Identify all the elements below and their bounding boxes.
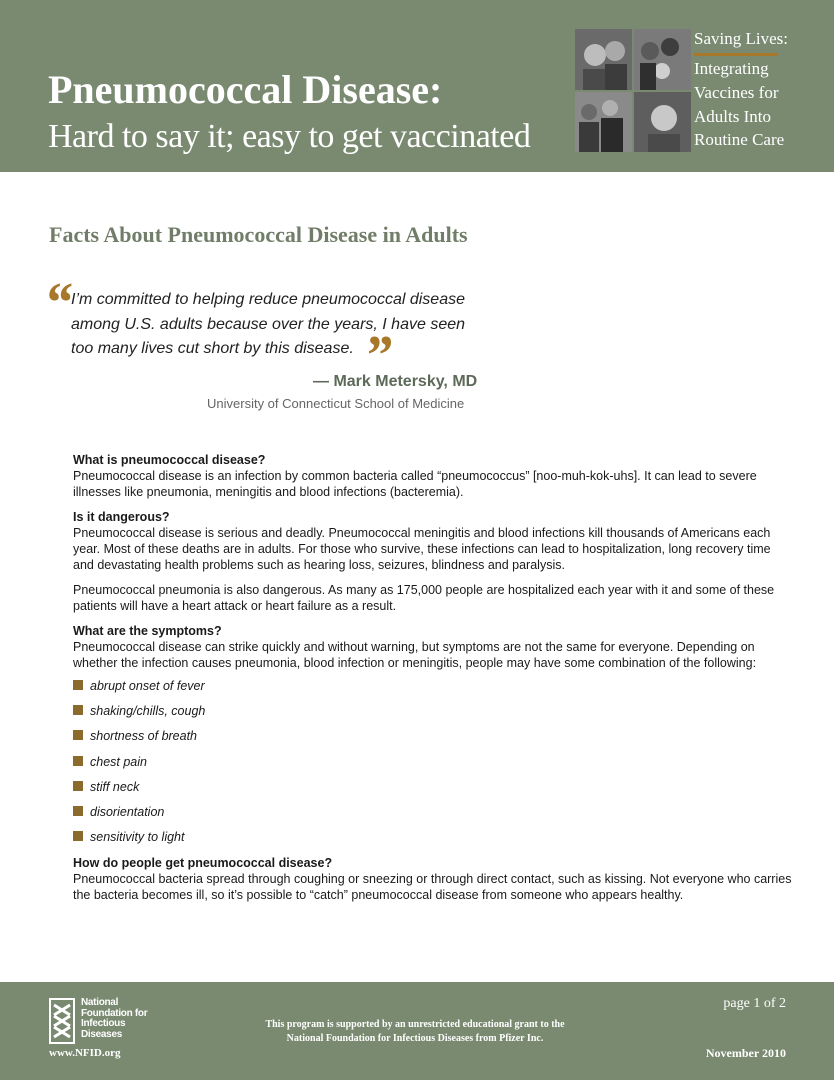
close-quote-mark: ” <box>364 325 392 387</box>
list-item <box>73 704 793 729</box>
logo-line: Diseases <box>81 1028 122 1040</box>
square-bullet-icon <box>73 705 83 715</box>
page-title: Pneumococcal Disease: <box>48 67 443 112</box>
nfid-logo-text <box>81 998 171 1040</box>
list-item <box>73 830 793 855</box>
list-item <box>73 755 793 780</box>
section-body: Pneumococcal disease is an infection by common bacteria called “pneumococcus” [noo-muh-kok-uhs]. It can lead to severe illnesses like pneumonia, meningitis and blood infections (bacteremia). <box>73 469 757 499</box>
symptom-text: disorientation <box>90 804 165 819</box>
page-number: page 1 of 2 <box>723 996 786 1011</box>
square-bullet-icon <box>73 756 83 766</box>
symptom-text: shaking/chills, cough <box>90 704 206 719</box>
main-content <box>73 452 793 903</box>
photo-collage <box>575 29 691 152</box>
website-link[interactable]: www.NFID.org <box>49 1047 121 1059</box>
list-item <box>73 780 793 805</box>
section-heading: What are the symptoms? <box>73 624 222 638</box>
list-item <box>73 805 793 830</box>
campaign-subtitle <box>694 57 824 152</box>
list-item <box>73 679 793 704</box>
square-bullet-icon <box>73 730 83 740</box>
quote-affiliation: University of Connecticut School of Medicine <box>207 396 465 411</box>
photo-couple <box>575 29 632 90</box>
symptom-text: stiff neck <box>90 779 140 794</box>
photo-men <box>575 92 632 152</box>
funding-note <box>200 1018 630 1046</box>
section-heading: Is it dangerous? <box>73 510 170 524</box>
nfid-logo-icon <box>49 998 75 1044</box>
pull-quote: I’m committed to helping reduce pneumococcal disease among U.S. adults because over the years, I have seen too many lives cut short by this disease. <box>71 291 466 357</box>
section-body: Pneumococcal bacteria spread through coughing or sneezing or through direct contact, such as kissing. Not everyone who carries the bacteria becomes ill, so it’s possible to “catch” pneumococcal disease from someone who appears healthy. <box>73 872 792 903</box>
campaign-line: Routine Care <box>694 130 785 150</box>
square-bullet-icon <box>73 781 83 791</box>
symptom-text: chest pain <box>90 754 147 769</box>
page-subtitle: Hard to say it; easy to get vaccinated <box>48 118 531 155</box>
symptom-list <box>73 679 793 855</box>
logo-line: National <box>81 997 119 1008</box>
list-item <box>73 729 793 754</box>
symptom-text: sensitivity to light <box>90 830 185 845</box>
photo-elder <box>634 92 691 152</box>
campaign-line: Integrating <box>694 59 769 78</box>
funding-line: National Foundation for Infectious Diseases from Pfizer Inc. <box>286 1033 544 1044</box>
publication-date: November 2010 <box>705 1046 786 1060</box>
section-body: Pneumococcal disease can strike quickly and without warning, but symptoms are not the same for everyone. Depending on whether the infection causes pneumonia, blood infection or meningitis, people may have some combination of the following: <box>73 640 757 670</box>
square-bullet-icon <box>73 806 83 816</box>
campaign-rule <box>694 53 778 56</box>
section-heading: What is pneumococcal disease? <box>73 453 266 467</box>
quote-author: — Mark Metersky, MD <box>313 373 478 390</box>
square-bullet-icon <box>73 831 83 841</box>
section-heading: How do people get pneumococcal disease? <box>73 856 333 871</box>
logo-line: Foundation for <box>81 1007 148 1019</box>
section-body: Pneumococcal disease is serious and deadly. Pneumococcal meningitis and blood infections kill thousands of Americans each year. Most of these deaths are in adults. For those who survive, these infections can lead to hospitalization, long recovery time and devastating health problems such as hearing loss, seizures, blindness and paralysis. <box>73 526 771 572</box>
campaign-title: Saving Lives: <box>694 29 788 48</box>
campaign-line: Vaccines for <box>694 82 779 102</box>
section-body: Pneumococcal pneumonia is also dangerous. As many as 175,000 people are hospitalized each year with it and some of these patients will have a heart attack or heart failure as a result. <box>73 583 775 613</box>
funding-line: This program is supported by an unrestricted educational grant to the <box>265 1019 565 1030</box>
photo-group <box>634 29 691 90</box>
square-bullet-icon <box>73 680 83 690</box>
symptom-text: shortness of breath <box>90 729 198 744</box>
campaign-line: Adults Into <box>694 106 771 126</box>
logo-line: Infectious <box>81 1018 126 1029</box>
symptom-text: abrupt onset of fever <box>90 679 205 693</box>
open-quote-mark: “ <box>44 272 72 334</box>
facts-heading: Facts About Pneumococcal Disease in Adults <box>49 222 468 247</box>
